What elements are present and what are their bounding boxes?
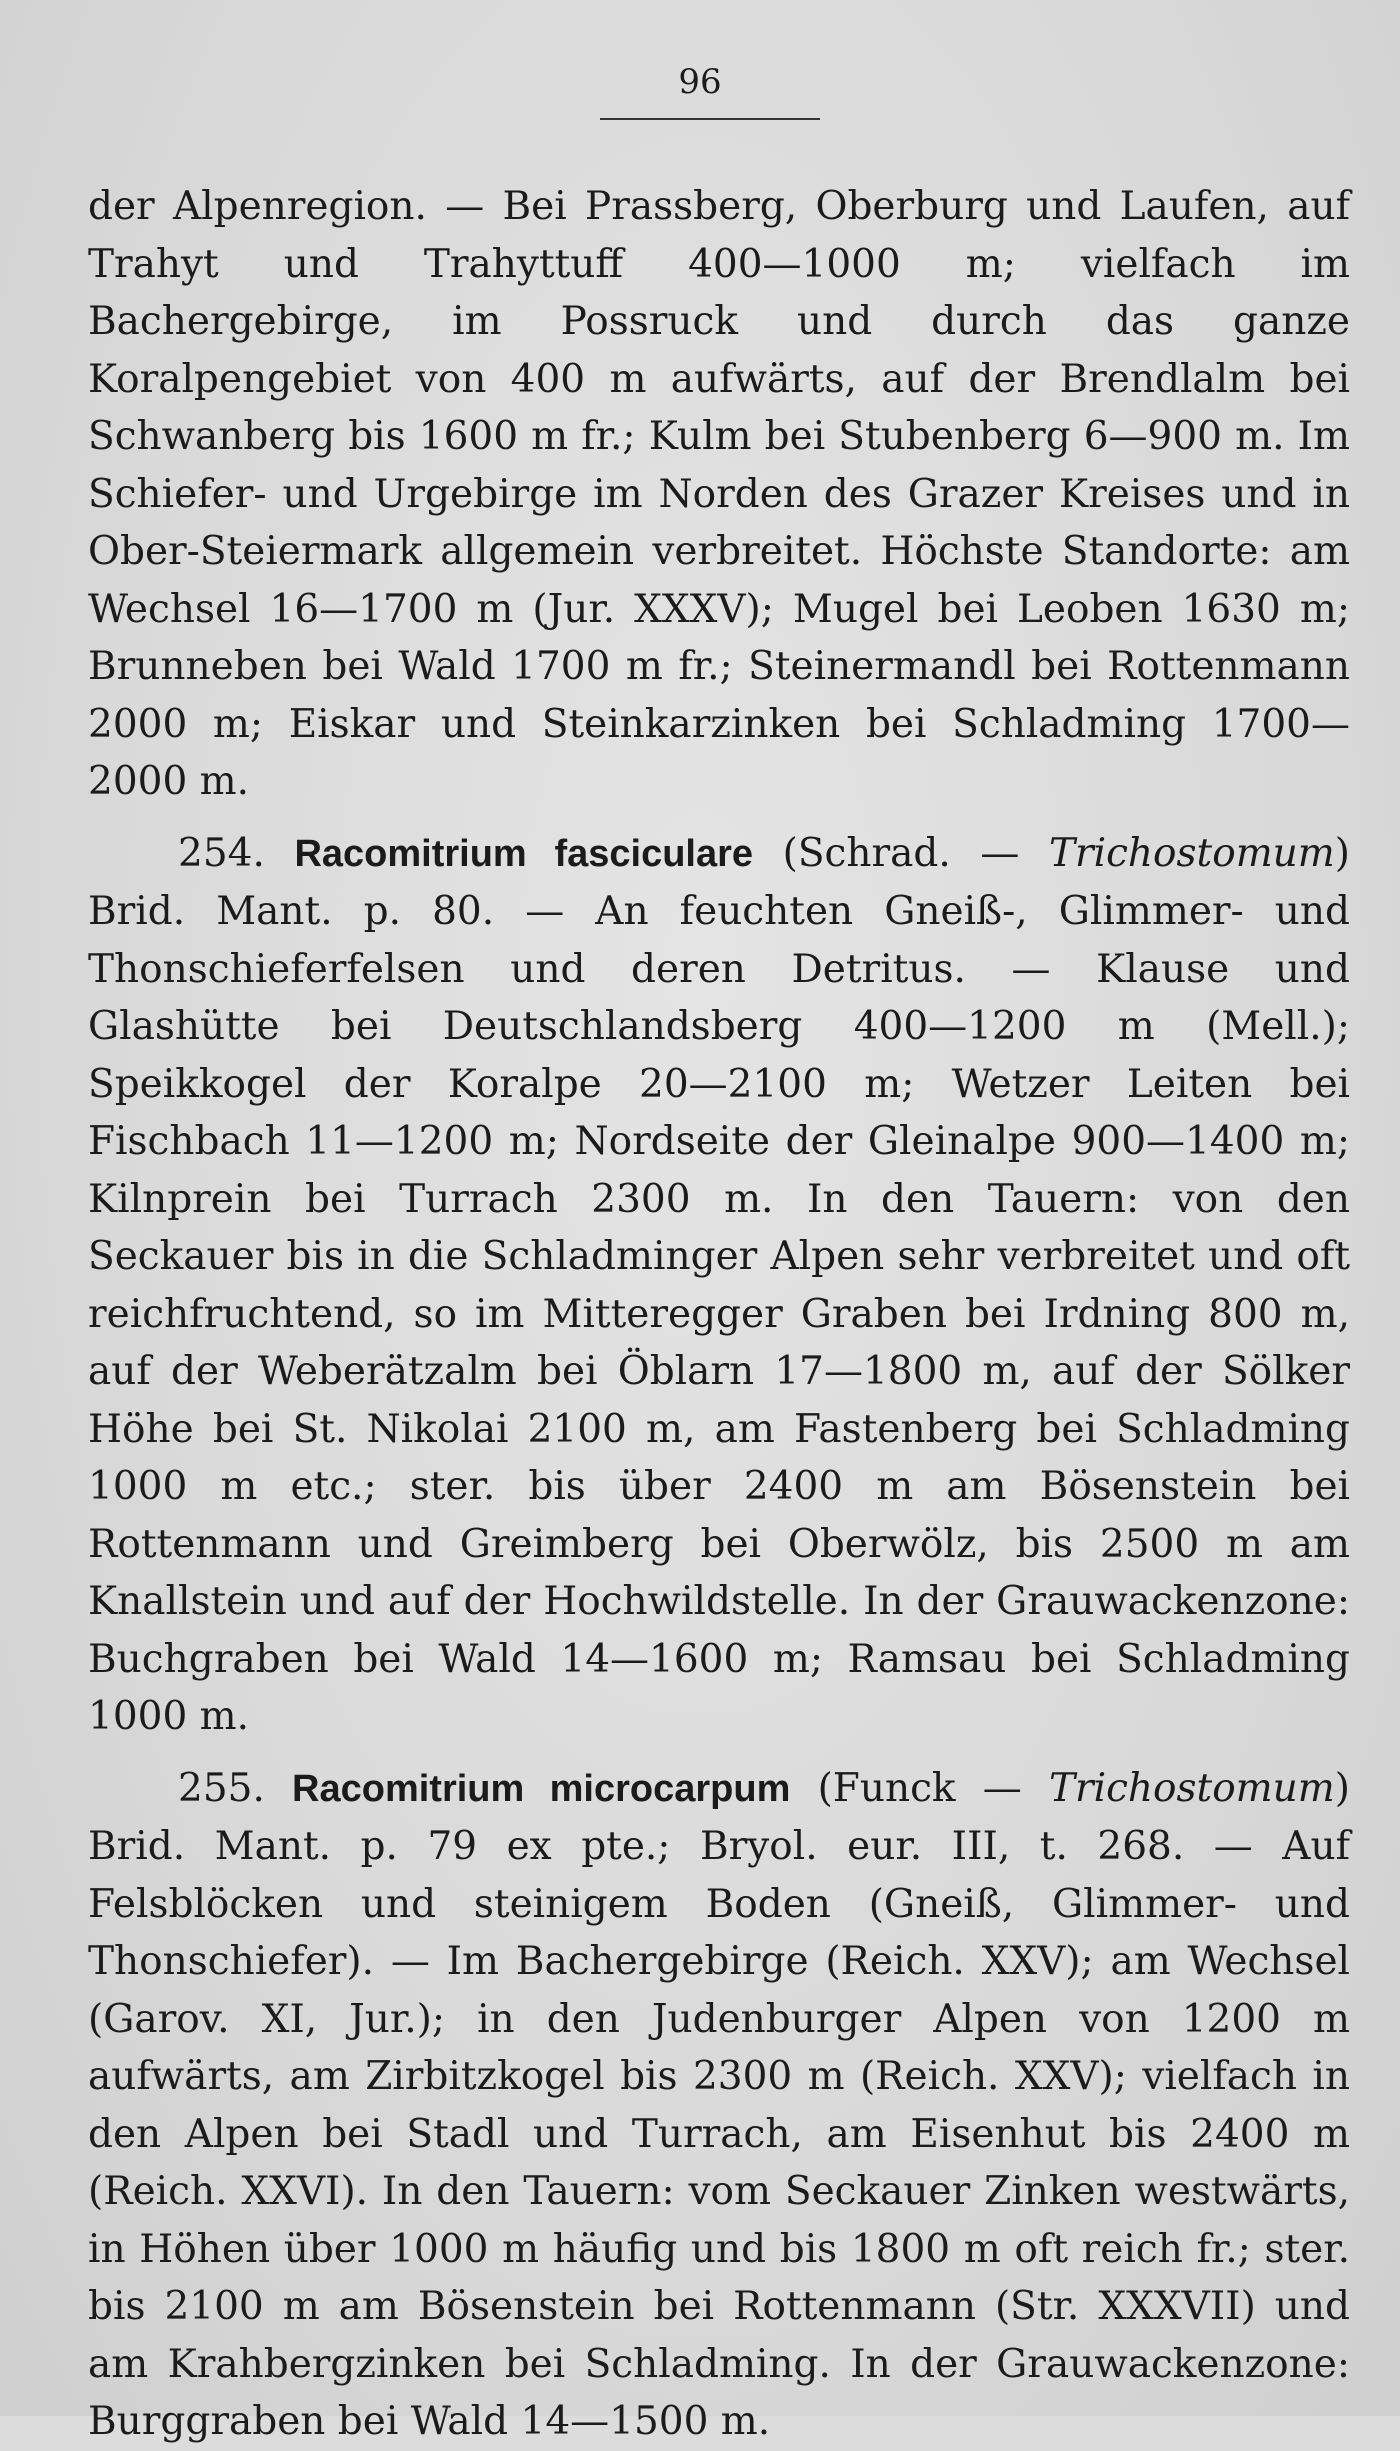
species-body: Brid. Mant. p. 79 ex pte.; Bryol. eur. III, t. 268. — Auf Felsblöcken und steinigem Boden (Gneiß, Glimmer- und Thonschiefer). — Im Bachergebirge (Reich. XXV); am Wechsel (Garov. XI, Jur.); in den Judenburger Alpen von 1200 m aufwärts, am Zirbitzkogel bis 2300 m (Reich. XXV); vielfach in den Alpen bei Stadl und Turrach, am Eisenhut bis 2400 m (Reich. XXVI). In den Tauern: vom Seckauer Zinken westwärts, in Höhen über 1000 m häufig und bis 1800 m oft reich fr.; ster. bis 2100 m am Bösenstein bei Rottenmann (Str. XXXVII) und am Krahbergzinken bei Schladming. In der Grauwackenzone: Burggraben bei Wald 14—1500 m. bbox=[88, 1824, 1350, 2444]
header-rule bbox=[600, 118, 820, 120]
species-body: Brid. Mant. p. 80. — An feuchten Gneiß-, Glimmer- und Thonschieferfelsen und deren Detritus. — Klause und Glashütte bei Deutschlandsberg 400—1200 m (Mell.); Speikkogel der Koralpe 20—2100 m; Wetzer Leiten bei Fischbach 11—1200 m; Nordseite der Gleinalpe 900—1400 m; Kilnprein bei Turrach 2300 m. In den Tauern: von den Seckauer bis in die Schladminger Alpen sehr verbreitet und oft reichfruchtend, so im Mitteregger Graben bei Irdning 800 m, auf der Weberätzalm bei Öblarn 17—1800 m, auf der Sölker Höhe bei St. Nikolai 2100 m, am Fastenberg bei Schladming 1000 m etc.; ster. bis über 2400 m am Bösenstein bei Rottenmann und Greimberg bei Oberwölz, bis 2500 m am Knallstein und auf der Hochwildstelle. In der Grauwackenzone: Buchgraben bei Wald 14—1600 m; Ramsau bei Schladming 1000 m. bbox=[88, 889, 1350, 1739]
intro-paragraph: der Alpenregion. — Bei Prassberg, Oberburg und Laufen, auf Trahyt und Trahyttuff 400—1000 m; vielfach im Bachergebirge, im Possruck und durch das ganze Koralpengebiet von 400 m aufwärts, auf der Brendlalm bei Schwanberg bis 1600 m fr.; Kulm bei Stubenberg 6—900 m. Im Schiefer- und Urgebirge im Norden des Grazer Kreises und in Ober-Steiermark allgemein verbreitet. Höchste Standorte: am Wechsel 16—1700 m (Jur. XXXV); Mugel bei Leoben 1630 m; Brunneben bei Wald 1700 m fr.; Steinermandl bei Rottenmann 2000 m; Eiskar und Steinkarzinken bei Schladming 1700—2000 m. bbox=[88, 184, 1350, 804]
species-entry-254 bbox=[88, 825, 1350, 1746]
text-body bbox=[88, 178, 1350, 2451]
authority-close: ) bbox=[1334, 830, 1350, 876]
species-number: 254. bbox=[178, 830, 265, 876]
species-authority: (Schrad. — bbox=[782, 830, 1020, 876]
synonym-genus: Trichostomum bbox=[1048, 830, 1335, 876]
species-number: 255. bbox=[178, 1765, 265, 1811]
authority-close: ) bbox=[1334, 1765, 1350, 1811]
species-name: Racomitrium fasciculare bbox=[294, 832, 754, 875]
species-name: Racomitrium microcarpum bbox=[292, 1767, 791, 1810]
species-entry-255 bbox=[88, 1760, 1350, 2451]
species-authority: (Funck — bbox=[817, 1765, 1022, 1811]
synonym-genus: Trichostomum bbox=[1048, 1765, 1335, 1811]
page-number: 96 bbox=[678, 62, 722, 102]
